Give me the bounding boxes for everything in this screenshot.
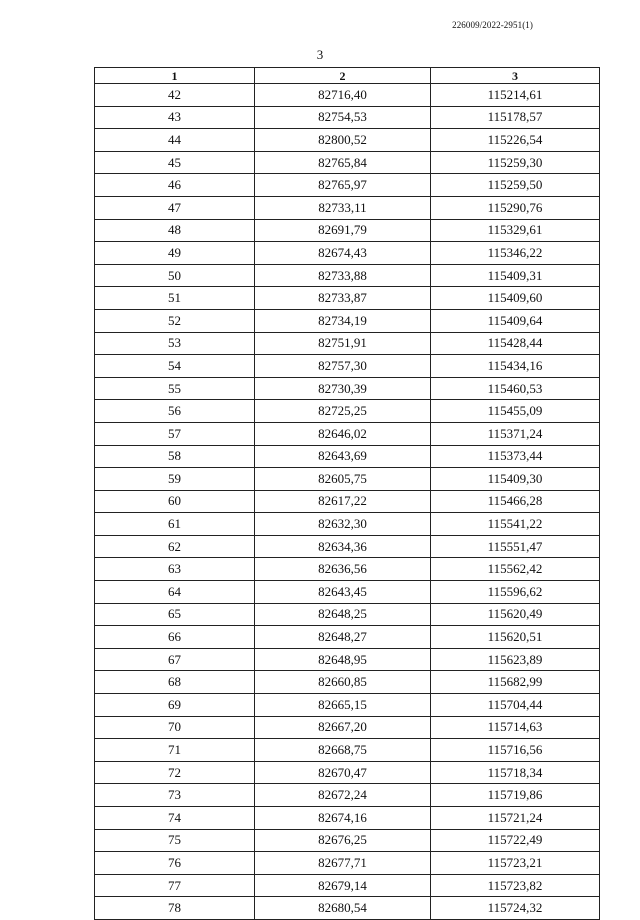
point-number-cell: 65 (95, 603, 255, 626)
table-row (95, 897, 600, 920)
point-number-cell: 59 (95, 468, 255, 491)
x-coordinate-cell: 82632,30 (255, 513, 431, 536)
y-coordinate-cell: 115716,56 (431, 739, 600, 762)
y-coordinate-cell: 115722,49 (431, 829, 600, 852)
x-coordinate-cell: 82648,25 (255, 603, 431, 626)
point-number-cell: 46 (95, 174, 255, 197)
x-coordinate-cell: 82660,85 (255, 671, 431, 694)
y-coordinate-cell: 115346,22 (431, 242, 600, 265)
point-number-cell: 47 (95, 196, 255, 219)
point-number-cell: 61 (95, 513, 255, 536)
x-coordinate-cell: 82733,87 (255, 287, 431, 310)
x-coordinate-cell: 82670,47 (255, 761, 431, 784)
table-row (95, 761, 600, 784)
y-coordinate-cell: 115721,24 (431, 807, 600, 830)
point-number-cell: 48 (95, 219, 255, 242)
y-coordinate-cell: 115620,51 (431, 626, 600, 649)
table-row (95, 400, 600, 423)
y-coordinate-cell: 115434,16 (431, 355, 600, 378)
x-coordinate-cell: 82667,20 (255, 716, 431, 739)
point-number-cell: 64 (95, 581, 255, 604)
table-row (95, 84, 600, 107)
point-number-cell: 62 (95, 535, 255, 558)
table-row (95, 807, 600, 830)
y-coordinate-cell: 115329,61 (431, 219, 600, 242)
point-number-cell: 70 (95, 716, 255, 739)
point-number-cell: 66 (95, 626, 255, 649)
x-coordinate-cell: 82617,22 (255, 490, 431, 513)
table-row (95, 648, 600, 671)
table-row (95, 603, 600, 626)
point-number-cell: 54 (95, 355, 255, 378)
y-coordinate-cell: 115682,99 (431, 671, 600, 694)
point-number-cell: 76 (95, 852, 255, 875)
table-row (95, 219, 600, 242)
y-coordinate-cell: 115428,44 (431, 332, 600, 355)
table-row (95, 242, 600, 265)
y-coordinate-cell: 115466,28 (431, 490, 600, 513)
x-coordinate-cell: 82716,40 (255, 84, 431, 107)
column-header-2: 2 (255, 68, 431, 84)
table-row (95, 355, 600, 378)
table-row (95, 287, 600, 310)
point-number-cell: 69 (95, 694, 255, 717)
y-coordinate-cell: 115226,54 (431, 129, 600, 152)
y-coordinate-cell: 115460,53 (431, 377, 600, 400)
point-number-cell: 78 (95, 897, 255, 920)
x-coordinate-cell: 82730,39 (255, 377, 431, 400)
y-coordinate-cell: 115541,22 (431, 513, 600, 536)
point-number-cell: 53 (95, 332, 255, 355)
point-number-cell: 60 (95, 490, 255, 513)
x-coordinate-cell: 82757,30 (255, 355, 431, 378)
point-number-cell: 77 (95, 874, 255, 897)
y-coordinate-cell: 115259,50 (431, 174, 600, 197)
table-row (95, 309, 600, 332)
point-number-cell: 73 (95, 784, 255, 807)
y-coordinate-cell: 115623,89 (431, 648, 600, 671)
x-coordinate-cell: 82733,88 (255, 264, 431, 287)
y-coordinate-cell: 115704,44 (431, 694, 600, 717)
point-number-cell: 44 (95, 129, 255, 152)
point-number-cell: 49 (95, 242, 255, 265)
point-number-cell: 50 (95, 264, 255, 287)
x-coordinate-cell: 82677,71 (255, 852, 431, 875)
table-row (95, 106, 600, 129)
y-coordinate-cell: 115620,49 (431, 603, 600, 626)
table-row (95, 332, 600, 355)
x-coordinate-cell: 82765,97 (255, 174, 431, 197)
x-coordinate-cell: 82672,24 (255, 784, 431, 807)
table-row (95, 716, 600, 739)
table-row (95, 422, 600, 445)
point-number-cell: 55 (95, 377, 255, 400)
point-number-cell: 58 (95, 445, 255, 468)
table-row (95, 513, 600, 536)
y-coordinate-cell: 115178,57 (431, 106, 600, 129)
table-row (95, 490, 600, 513)
table-row (95, 852, 600, 875)
x-coordinate-cell: 82636,56 (255, 558, 431, 581)
x-coordinate-cell: 82643,69 (255, 445, 431, 468)
x-coordinate-cell: 82691,79 (255, 219, 431, 242)
point-number-cell: 72 (95, 761, 255, 784)
x-coordinate-cell: 82751,91 (255, 332, 431, 355)
x-coordinate-cell: 82800,52 (255, 129, 431, 152)
y-coordinate-cell: 115719,86 (431, 784, 600, 807)
table-row (95, 829, 600, 852)
coordinates-table (94, 67, 600, 920)
y-coordinate-cell: 115214,61 (431, 84, 600, 107)
y-coordinate-cell: 115373,44 (431, 445, 600, 468)
x-coordinate-cell: 82733,11 (255, 196, 431, 219)
table-body (95, 84, 600, 920)
table-row (95, 581, 600, 604)
point-number-cell: 74 (95, 807, 255, 830)
table-row (95, 151, 600, 174)
point-number-cell: 45 (95, 151, 255, 174)
x-coordinate-cell: 82734,19 (255, 309, 431, 332)
table-row (95, 468, 600, 491)
point-number-cell: 52 (95, 309, 255, 332)
table-row (95, 174, 600, 197)
point-number-cell: 42 (95, 84, 255, 107)
x-coordinate-cell: 82648,27 (255, 626, 431, 649)
point-number-cell: 57 (95, 422, 255, 445)
y-coordinate-cell: 115409,31 (431, 264, 600, 287)
table-row (95, 558, 600, 581)
x-coordinate-cell: 82676,25 (255, 829, 431, 852)
column-header-3: 3 (431, 68, 600, 84)
y-coordinate-cell: 115724,32 (431, 897, 600, 920)
y-coordinate-cell: 115723,82 (431, 874, 600, 897)
table-row (95, 445, 600, 468)
point-number-cell: 63 (95, 558, 255, 581)
x-coordinate-cell: 82646,02 (255, 422, 431, 445)
x-coordinate-cell: 82668,75 (255, 739, 431, 762)
page-number: 3 (316, 47, 324, 62)
x-coordinate-cell: 82665,15 (255, 694, 431, 717)
table-row (95, 694, 600, 717)
table-row (95, 196, 600, 219)
point-number-cell: 43 (95, 106, 255, 129)
x-coordinate-cell: 82634,36 (255, 535, 431, 558)
y-coordinate-cell: 115409,30 (431, 468, 600, 491)
table-row (95, 535, 600, 558)
y-coordinate-cell: 115409,60 (431, 287, 600, 310)
column-header-1: 1 (95, 68, 255, 84)
point-number-cell: 67 (95, 648, 255, 671)
y-coordinate-cell: 115723,21 (431, 852, 600, 875)
y-coordinate-cell: 115562,42 (431, 558, 600, 581)
point-number-cell: 56 (95, 400, 255, 423)
x-coordinate-cell: 82765,84 (255, 151, 431, 174)
table-row (95, 739, 600, 762)
table-row (95, 264, 600, 287)
x-coordinate-cell: 82725,25 (255, 400, 431, 423)
x-coordinate-cell: 82674,43 (255, 242, 431, 265)
point-number-cell: 68 (95, 671, 255, 694)
document-number: 226009/2022-2951(1) (452, 20, 533, 30)
table-row (95, 377, 600, 400)
table-row (95, 626, 600, 649)
y-coordinate-cell: 115259,30 (431, 151, 600, 174)
y-coordinate-cell: 115714,63 (431, 716, 600, 739)
point-number-cell: 71 (95, 739, 255, 762)
x-coordinate-cell: 82605,75 (255, 468, 431, 491)
y-coordinate-cell: 115551,47 (431, 535, 600, 558)
y-coordinate-cell: 115290,76 (431, 196, 600, 219)
table-row (95, 671, 600, 694)
table-row (95, 874, 600, 897)
x-coordinate-cell: 82754,53 (255, 106, 431, 129)
y-coordinate-cell: 115718,34 (431, 761, 600, 784)
y-coordinate-cell: 115596,62 (431, 581, 600, 604)
point-number-cell: 51 (95, 287, 255, 310)
point-number-cell: 75 (95, 829, 255, 852)
table-row (95, 129, 600, 152)
y-coordinate-cell: 115371,24 (431, 422, 600, 445)
table-row (95, 784, 600, 807)
x-coordinate-cell: 82643,45 (255, 581, 431, 604)
y-coordinate-cell: 115409,64 (431, 309, 600, 332)
x-coordinate-cell: 82674,16 (255, 807, 431, 830)
x-coordinate-cell: 82648,95 (255, 648, 431, 671)
y-coordinate-cell: 115455,09 (431, 400, 600, 423)
x-coordinate-cell: 82679,14 (255, 874, 431, 897)
table-header-row (95, 68, 600, 84)
x-coordinate-cell: 82680,54 (255, 897, 431, 920)
